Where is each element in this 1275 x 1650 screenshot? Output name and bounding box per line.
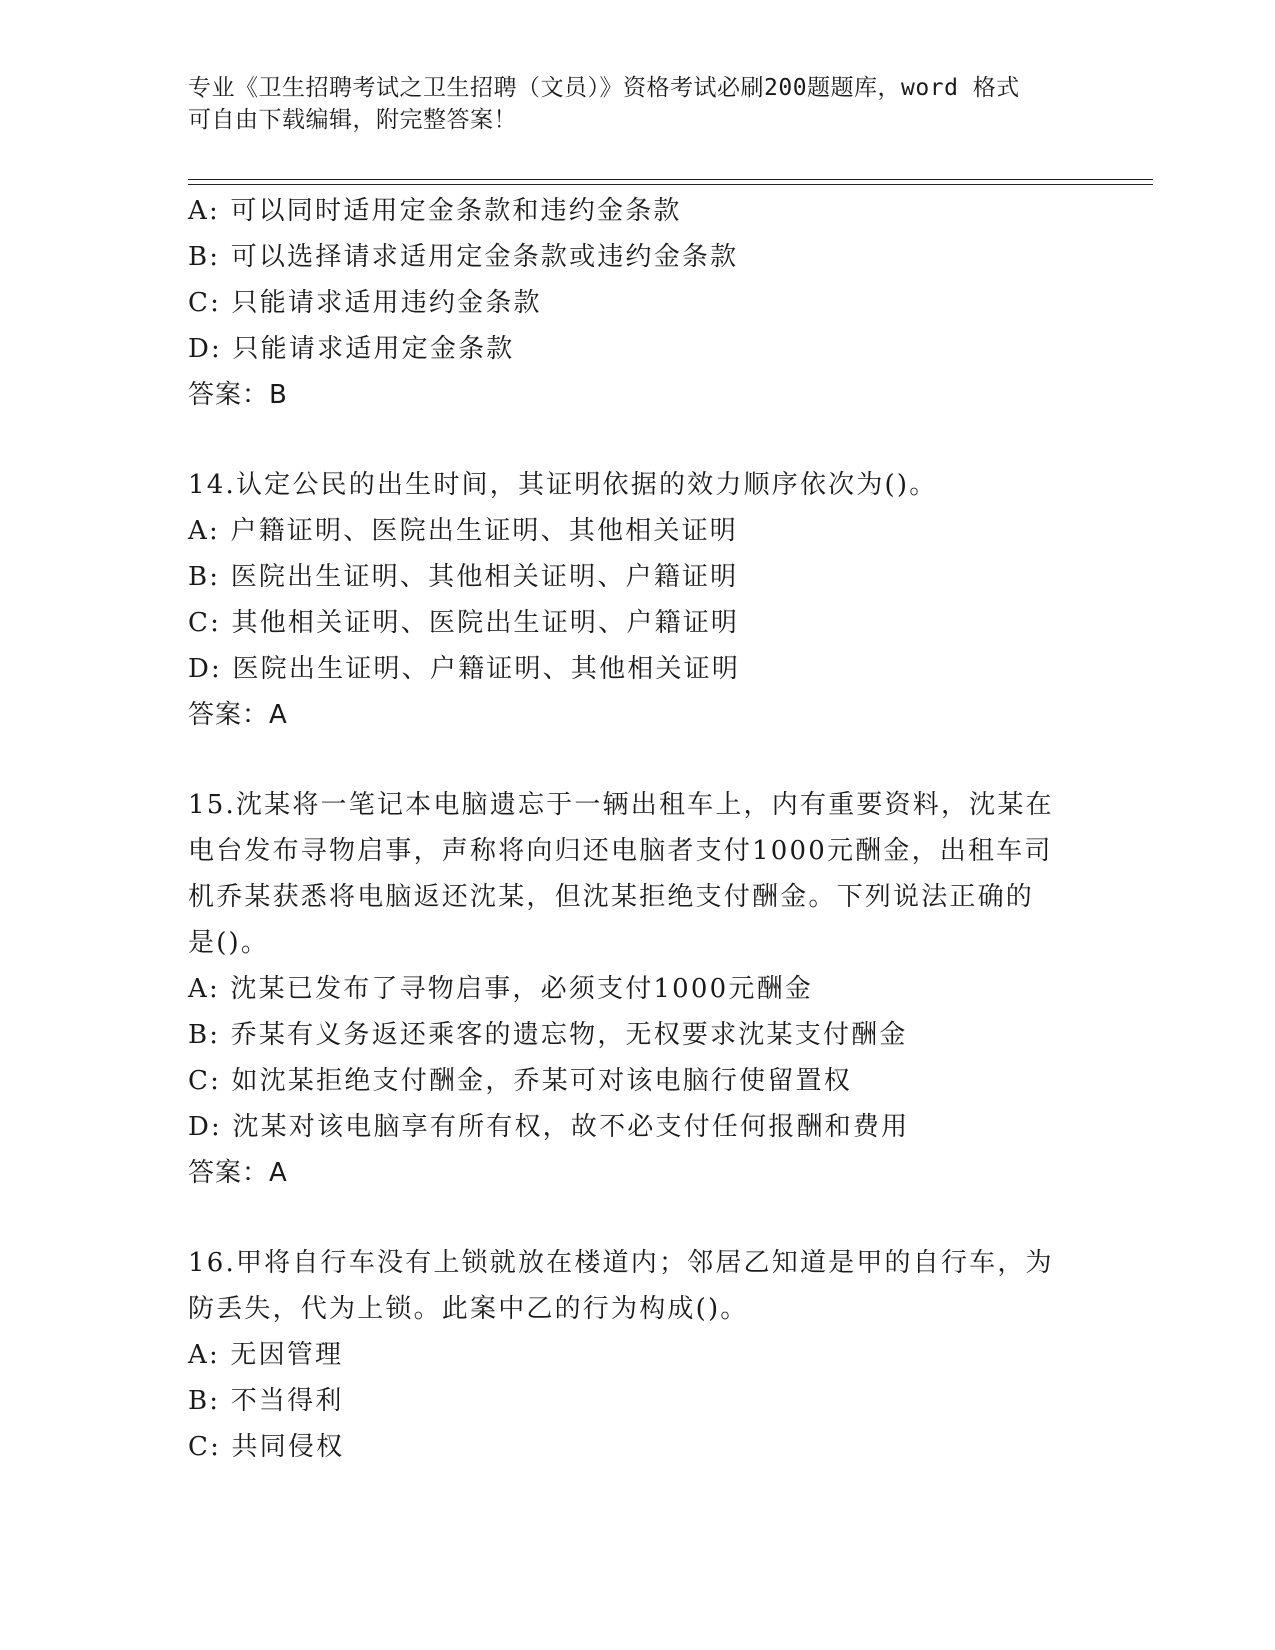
option-c: C: 其他相关证明、医院出生证明、户籍证明: [188, 608, 740, 638]
header-line-2: 可自由下载编辑，附完整答案！: [188, 107, 517, 133]
option-d: D: 沈某对该电脑享有所有权，故不必支付任何报酬和费用: [188, 1112, 910, 1142]
answer-line: 答案：A: [188, 1158, 288, 1188]
answer-line: 答案：A: [188, 700, 288, 730]
question-14: [188, 462, 1088, 738]
option-b: B: 可以选择请求适用定金条款或违约金条款: [188, 242, 739, 272]
answer-line: 答案：B: [188, 380, 288, 410]
option-a: A: 户籍证明、医院出生证明、其他相关证明: [188, 516, 739, 546]
option-b: B: 医院出生证明、其他相关证明、户籍证明: [188, 562, 739, 592]
question-text-line: 16.甲将自行车没有上锁就放在楼道内；邻居乙知道是甲的自行车，为: [188, 1248, 1054, 1278]
option-d: D: 医院出生证明、户籍证明、其他相关证明: [188, 654, 741, 684]
document-header: [188, 72, 1068, 136]
question-13-options: [188, 188, 1088, 418]
question-text-line: 机乔某获悉将电脑返还沈某，但沈某拒绝支付酬金。下列说法正确的: [188, 882, 1035, 912]
option-a: A: 无因管理: [188, 1340, 344, 1370]
option-d: D: 只能请求适用定金条款: [188, 334, 515, 364]
document-body: [188, 188, 1088, 1470]
header-line-1: 专业《卫生招聘考试之卫生招聘（文员）》资格考试必刷200题题库，word 格式: [188, 75, 1020, 101]
option-c: C: 如沈某拒绝支付酬金，乔某可对该电脑行使留置权: [188, 1066, 852, 1096]
question-text: 14.认定公民的出生时间，其证明依据的效力顺序依次为()。: [188, 470, 938, 500]
option-a: A: 可以同时适用定金条款和违约金条款: [188, 196, 682, 226]
question-text-line: 防丢失，代为上锁。此案中乙的行为构成()。: [188, 1294, 749, 1324]
header-divider-top: [188, 179, 1153, 180]
question-text-line: 是()。: [188, 928, 270, 958]
question-15: [188, 782, 1088, 1196]
question-text-line: 电台发布寻物启事，声称将向归还电脑者支付1000元酬金，出租车司: [188, 836, 1053, 866]
question-16: [188, 1240, 1088, 1470]
option-c: C: 共同侵权: [188, 1432, 345, 1462]
option-c: C: 只能请求适用违约金条款: [188, 288, 542, 318]
question-text-line: 15.沈某将一笔记本电脑遗忘于一辆出租车上，内有重要资料，沈某在: [188, 790, 1054, 820]
header-divider-bottom: [188, 184, 1153, 185]
option-b: B: 乔某有义务返还乘客的遗忘物，无权要求沈某支付酬金: [188, 1020, 908, 1050]
option-a: A: 沈某已发布了寻物启事，必须支付1000元酬金: [188, 974, 813, 1004]
option-b: B: 不当得利: [188, 1386, 344, 1416]
